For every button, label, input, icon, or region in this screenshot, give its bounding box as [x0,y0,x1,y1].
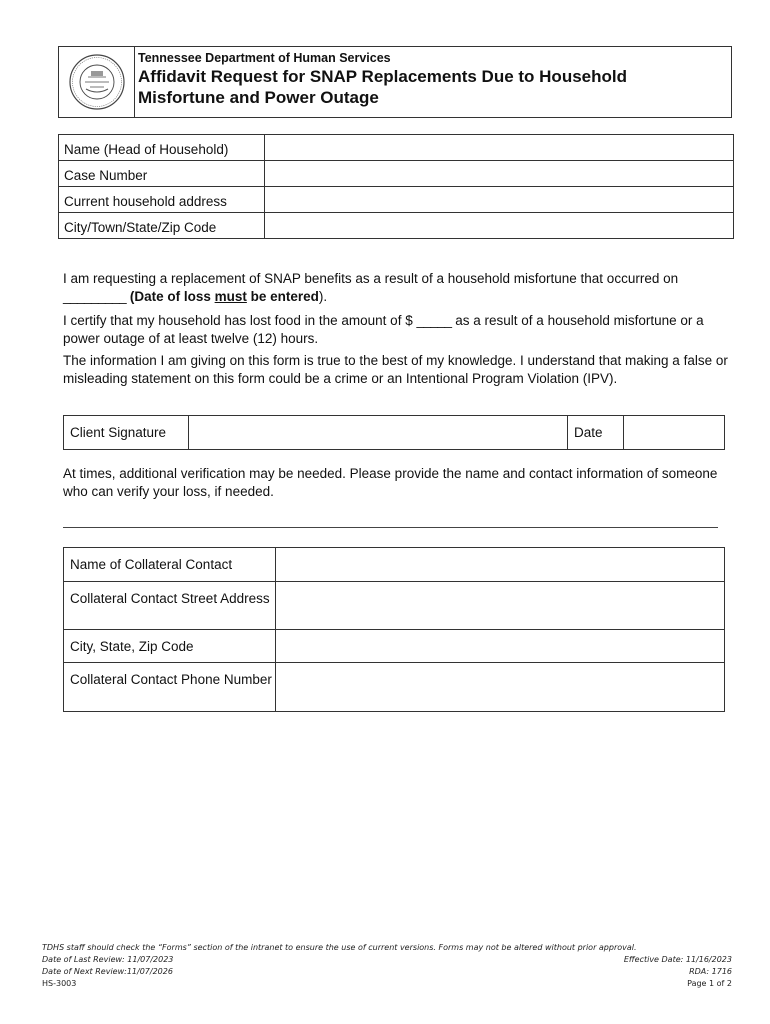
case-number-field[interactable] [265,161,734,187]
must-emphasis: must [214,288,247,304]
page-number: Page 1 of 2 [687,979,732,988]
table-row [59,213,734,239]
client-signature-label: Client Signature [64,416,189,450]
food-loss-statement [63,312,731,347]
date-label: Date [568,416,624,450]
collateral-name-label: Name of Collateral Contact [64,548,276,582]
date-of-loss-statement [63,270,731,305]
date-of-loss-note [130,289,319,304]
statement-text: as a result of a household misfortune or a power outage of at least twelve (12) hours. [63,313,704,346]
form-header [58,46,732,118]
collateral-name-field[interactable] [276,548,725,582]
collateral-city-state-zip-field[interactable] [276,630,725,663]
table-row [64,416,725,450]
form-title-line-1: Affidavit Request for SNAP Replacements Due to Household [138,67,627,86]
city-state-zip-label: City/Town/State/Zip Code [59,213,265,239]
statement-text: I certify that my household has lost food in the amount of $ [63,313,413,328]
table-row [59,135,734,161]
collateral-phone-field[interactable] [276,663,725,712]
household-address-label: Current household address [59,187,265,213]
footer-row [42,966,732,978]
table-row [59,161,734,187]
agency-name: Tennessee Department of Human Services [138,51,391,65]
collateral-address-field[interactable] [276,582,725,630]
certification-statement: The information I am giving on this form is true to the best of my knowledge. I understand that making a false or misleading statement on this form could be a crime or an Intentional Program Violation (IPV). [63,353,728,386]
note-text: be entered [246,288,319,304]
household-info-table [58,134,734,239]
next-review-date: Date of Next Review:11/07/2026 [42,967,173,976]
household-address-field[interactable] [265,187,734,213]
note-text: (Date of loss [129,288,215,304]
head-of-household-label: Name (Head of Household) [59,135,265,161]
verification-note: At times, additional verification may be needed. Please provide the name and contact information of someone who can verify your loss, if needed. [63,466,718,499]
divider-line [63,527,718,528]
footer-row [42,954,732,966]
table-row [64,630,725,663]
table-row [64,582,725,630]
statement-text: I am requesting a replacement of SNAP benefits as a result of a household misfortune that occurred on [63,271,679,286]
form-number: HS-3003 [42,979,77,988]
last-review-date: Date of Last Review: 11/07/2023 [42,955,174,964]
head-of-household-field[interactable] [265,135,734,161]
form-title-line-2: Misfortune and Power Outage [138,88,379,107]
rda-number: RDA: 1716 [689,967,732,976]
effective-date: Effective Date: 11/16/2023 [623,955,732,964]
table-row [64,663,725,712]
signature-table [63,415,725,450]
amount-blank[interactable]: _____ [416,313,452,328]
date-of-loss-blank[interactable]: _________ [63,288,127,304]
statement-end: ). [318,288,328,304]
footer-notice: TDHS staff should check the “Forms” section of the intranet to ensure the use of current versions. Forms may not be altered without prior approval. [42,943,637,952]
client-signature-field[interactable] [189,416,568,450]
title-cell [135,47,627,117]
collateral-contact-table [63,547,725,712]
table-row [59,187,734,213]
tennessee-state-seal-icon [68,53,126,111]
collateral-address-label: Collateral Contact Street Address [64,582,276,630]
city-state-zip-field[interactable] [265,213,734,239]
table-row [64,548,725,582]
collateral-city-state-zip-label: City, State, Zip Code [64,630,276,663]
collateral-phone-label: Collateral Contact Phone Number [64,663,276,712]
seal-cell [59,47,135,117]
footer-row [42,978,732,990]
date-field[interactable] [624,416,725,450]
case-number-label: Case Number [59,161,265,187]
